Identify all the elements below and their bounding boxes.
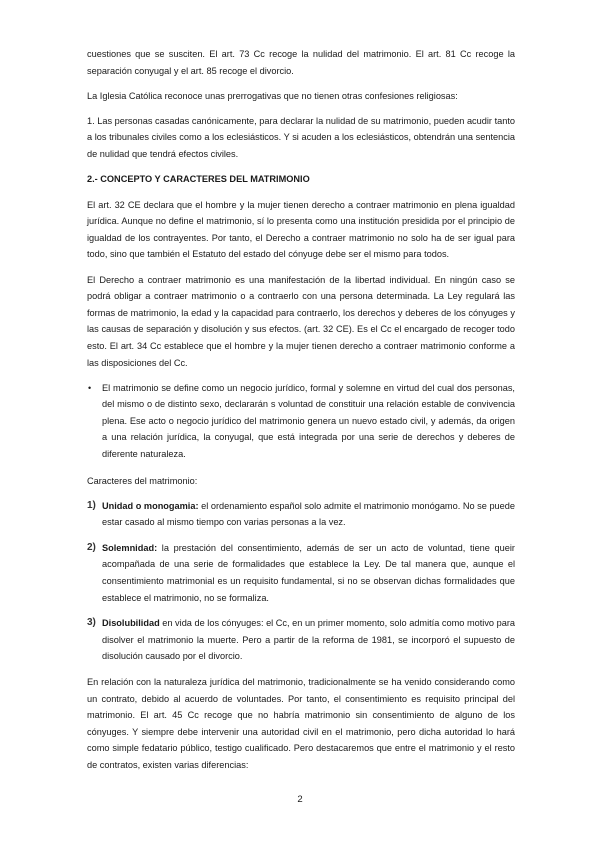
bullet-list — [87, 380, 515, 463]
paragraph-libertad: El Derecho a contraer matrimonio es una manifestación de la libertad individual. En ningún caso se podrá obligar a contraer matrimonio o a contraerlo con una persona determinada. La Ley regulará las formas de matrimonio, la edad y la capacidad para contraerlo, los derechos y deberes de los cónyuges y las causas de separación y disolución y sus efectos. (art. 32 CE). Es el Cc el encargado de recoger todo esto. El art. 34 Cc establece que el hombre y la mujer tienen derecho a contraer matrimonio conforme a las disposiciones del Cc. — [87, 274, 515, 368]
section-heading: 2.- CONCEPTO Y CARACTERES DEL MATRIMONIO — [87, 174, 310, 185]
caracteres-intro: Caracteres del matrimonio: — [87, 475, 198, 486]
paragraph-nulidad: cuestiones que se susciten. El art. 73 Cc recoge la nulidad del matrimonio. El art. 81 Cc recoge la separación conyugal y el art. 85 recoge el divorcio. — [87, 49, 515, 76]
item-text: la prestación del consentimiento, además de ser un acto de voluntad, tiene queir acompañada de una serie de formalidades que establece la Ley. De tal manera que, aunque el consentimiento matrimonial es un requisito fundamental, si no se observan dichas formalidades que establece el matrimonio, no se formaliza. — [102, 542, 515, 603]
item-number: 2) — [87, 541, 96, 553]
page-content — [87, 46, 515, 782]
paragraph-iglesia: La Iglesia Católica reconoce unas prerrogativas que no tienen otras confesiones religiosas: — [87, 90, 458, 101]
bullet-icon: • — [88, 382, 92, 393]
caracter-item-disolubilidad — [87, 615, 515, 665]
item-number: 3) — [87, 617, 96, 629]
item-term: Disolubilidad — [102, 618, 160, 629]
bullet-text: El matrimonio se define como un negocio jurídico, formal y solemne en virtud del cual dos personas, del mismo o de distinto sexo, declararán s voluntad de constituir una relación estable de convivencia plena. Ese acto o negocio jurídico del matrimonio genera un nuevo estado civil, y además, da origen a una relación jurídica, la conyugal, que está integrada por una serie de derechos y deberes de diferente naturaleza. — [102, 382, 515, 459]
item-term: Solemnidad: — [102, 542, 158, 553]
item-number: 1) — [87, 499, 96, 511]
item-term: Unidad o monogamia: — [102, 500, 199, 511]
caracter-item-solemnidad — [87, 540, 515, 606]
page-number: 2 — [297, 794, 303, 805]
paragraph-naturaleza: En relación con la naturaleza jurídica del matrimonio, tradicionalmente se ha venido considerando como un contrato, debido al acuerdo de voluntades. Por tanto, el consentimiento es requisito principal del matrimonio. El art. 45 Cc recoge que no habría matrimonio sin consentimiento de alguno de los cónyuges. Y siempre debe intervenir una autoridad civil en el matrimonio, pero dicha autoridad lo hará como simple fedatario público, testigo cualificado. Pero destacaremos que entre el matrimonio y el resto de contratos, existen varias diferencias: — [87, 677, 515, 770]
item-text: el ordenamiento español solo admite el matrimonio monógamo. No se puede estar casado al mismo tiempo con varias personas a la vez. — [102, 500, 515, 528]
caracter-item-unidad — [87, 498, 515, 531]
list-item — [87, 380, 515, 463]
paragraph-prerrogativa: 1. Las personas casadas canónicamente, para declarar la nulidad de su matrimonio, pueden acudir tanto a los tribunales civiles como a los eclesiásticos. Y si acuden a los eclesiásticos, obtendrán una sentencia de nulidad que tendrá efectos civiles. — [87, 115, 515, 159]
paragraph-art-32: El art. 32 CE declara que el hombre y la mujer tienen derecho a contraer matrimonio en plena igualdad jurídica. Aunque no define el matrimonio, sí lo presenta como una institución presidida por el principio de igualdad de los contrayentes. Por tanto, el Derecho a contraer matrimonio no solo ha de ser igual para todo, sino que también el Estatuto del estado del cónyuge debe ser el mismo para todos. — [87, 199, 515, 260]
item-text: en vida de los cónyuges: el Cc, en un primer momento, solo admitía como motivo para disolver el matrimonio la muerte. Pero a partir de la reforma de 1981, se incorporó el supuesto de disolución causado por el divorcio. — [102, 618, 515, 662]
